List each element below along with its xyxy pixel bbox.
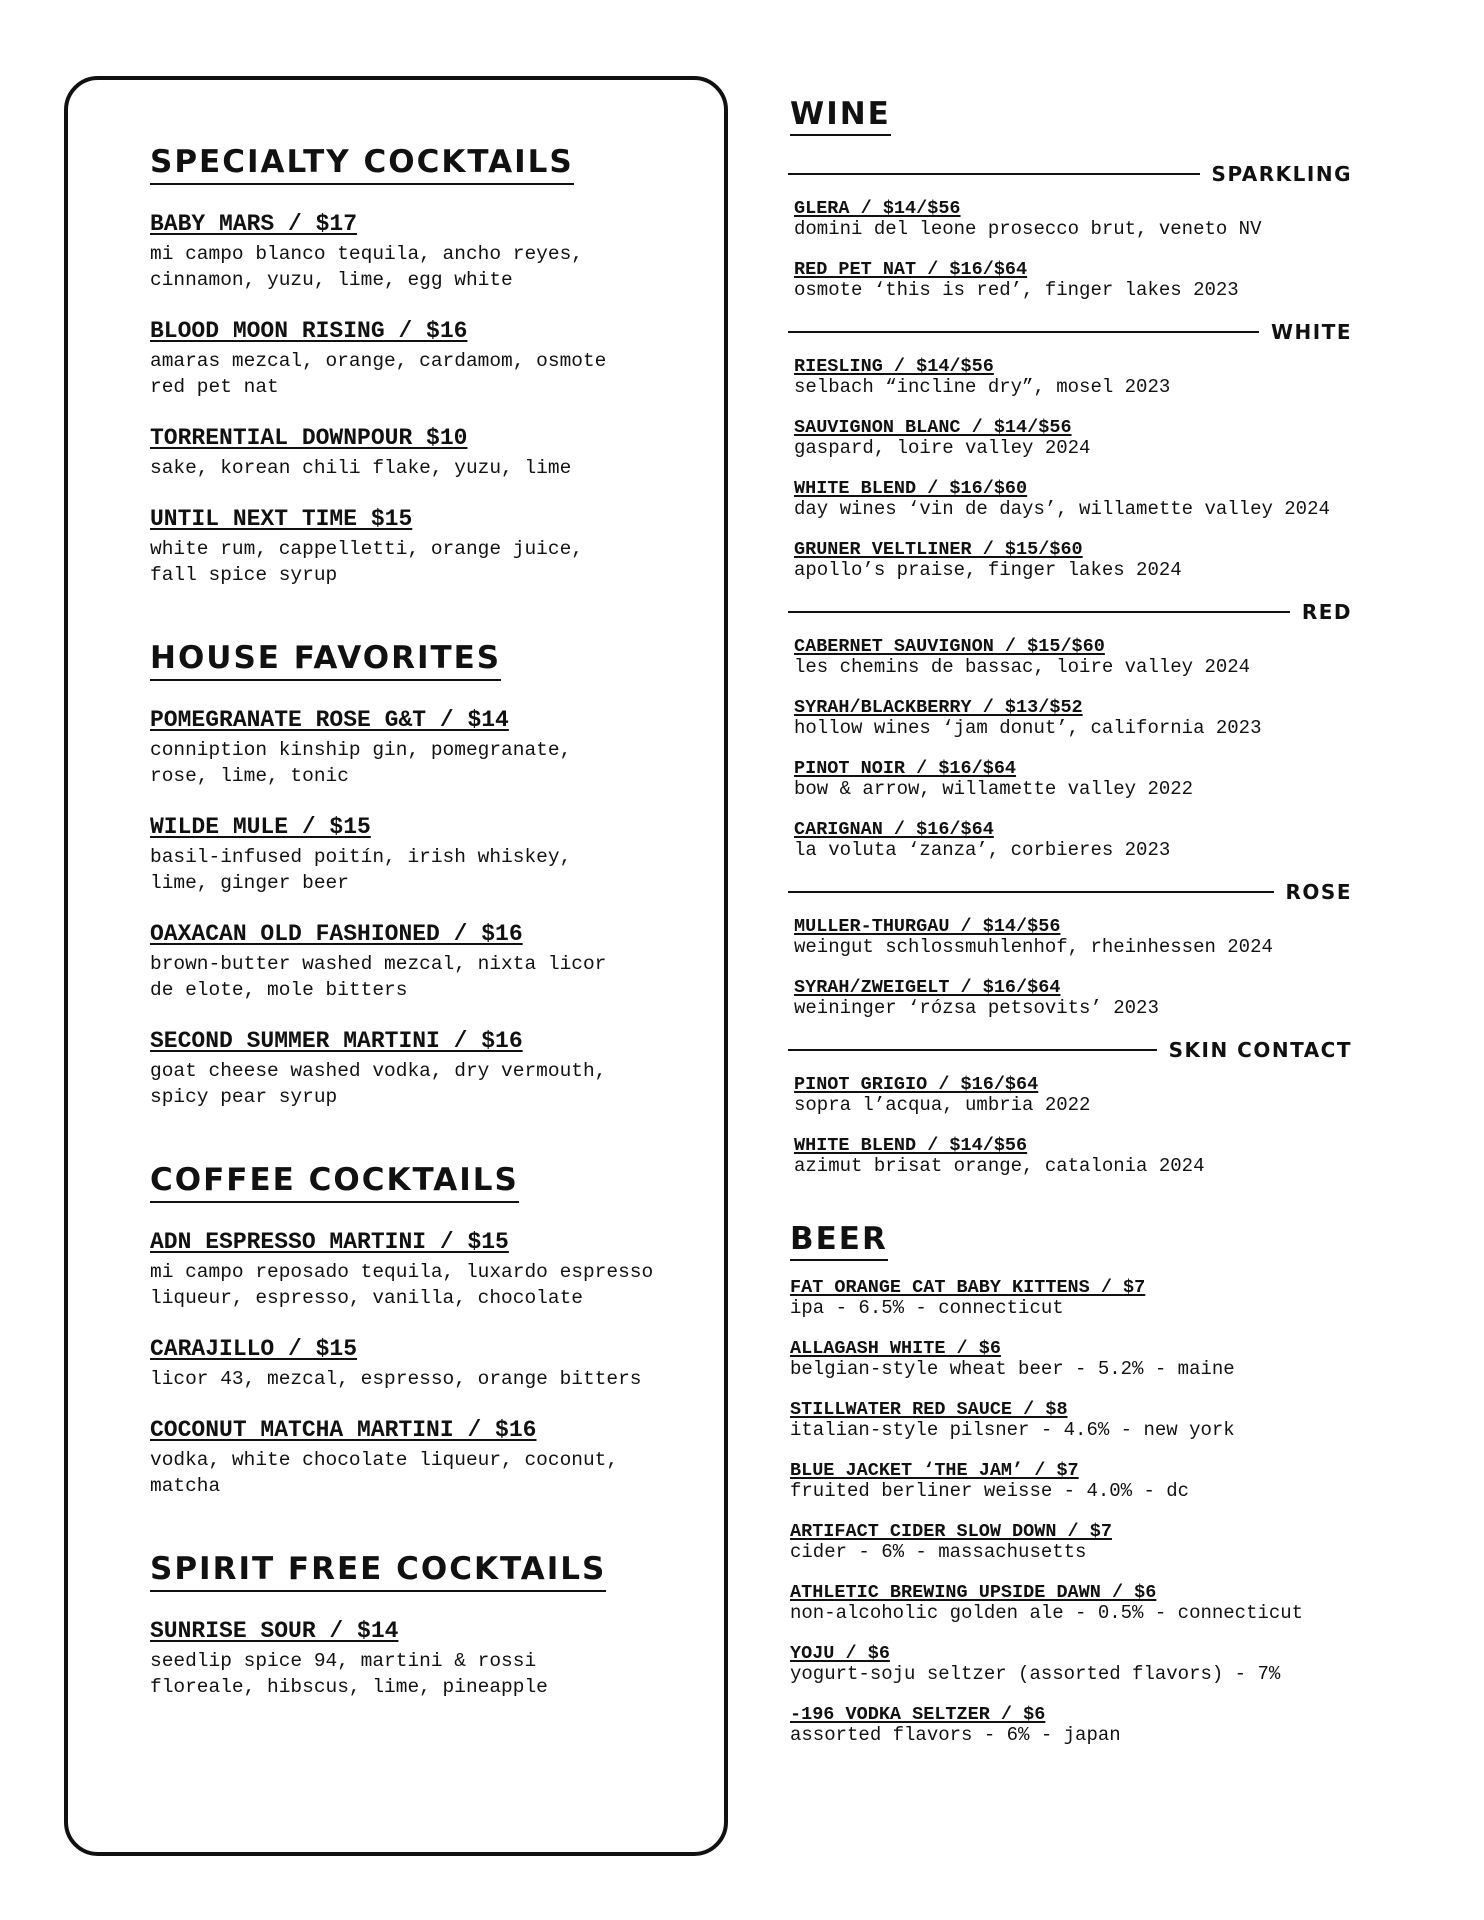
wine-item xyxy=(790,417,1352,459)
wine-description: apollo’s praise, finger lakes 2024 xyxy=(794,559,1182,581)
beer-description: fruited berliner weisse - 4.0% - dc xyxy=(790,1480,1190,1502)
coffee-cocktails-section xyxy=(150,1162,690,1499)
beer-name: ALLAGASH WHITE / $6 xyxy=(790,1338,1001,1359)
menu-item xyxy=(150,814,690,896)
section-title: SPECIALTY COCKTAILS xyxy=(150,144,574,185)
beer-description: ipa - 6.5% - connecticut xyxy=(790,1297,1064,1319)
wine-category-sparkling xyxy=(790,162,1352,301)
beer-item xyxy=(790,1704,1352,1746)
wine-item xyxy=(790,916,1352,958)
category-header xyxy=(788,162,1352,186)
menu-item xyxy=(150,211,690,293)
item-name: SUNRISE SOUR / $14 xyxy=(150,1618,399,1644)
menu-item xyxy=(150,1417,690,1499)
item-name: BABY MARS / $17 xyxy=(150,211,358,237)
beer-name: YOJU / $6 xyxy=(790,1643,890,1664)
wine-name: RED PET NAT / $16/$64 xyxy=(794,259,1028,280)
menu-item xyxy=(150,1336,690,1392)
wine-and-beer-column xyxy=(790,96,1352,1765)
category-label: SKIN CONTACT xyxy=(1168,1038,1352,1062)
item-name: UNTIL NEXT TIME $15 xyxy=(150,506,413,532)
wine-description: les chemins de bassac, loire valley 2024 xyxy=(794,656,1251,678)
category-header xyxy=(788,880,1352,904)
wine-item xyxy=(790,478,1352,520)
menu-item xyxy=(150,318,690,400)
item-description: basil-infused poitín, irish whiskey, lime, ginger beer xyxy=(150,846,572,894)
wine-description: weingut schlossmuhlenhof, rheinhessen 2024 xyxy=(794,936,1273,958)
wine-item xyxy=(790,356,1352,398)
menu-item xyxy=(150,707,690,789)
item-description: licor 43, mezcal, espresso, orange bitters xyxy=(150,1368,642,1390)
category-divider xyxy=(788,611,1290,613)
item-name: ADN ESPRESSO MARTINI / $15 xyxy=(150,1229,509,1255)
item-name: COCONUT MATCHA MARTINI / $16 xyxy=(150,1417,537,1443)
wine-name: CABERNET SAUVIGNON / $15/$60 xyxy=(794,636,1105,657)
wine-name: GRUNER VELTLINER / $15/$60 xyxy=(794,539,1083,560)
wine-item xyxy=(790,539,1352,581)
wine-description: domini del leone prosecco brut, veneto NV xyxy=(794,218,1262,240)
item-name: OAXACAN OLD FASHIONED / $16 xyxy=(150,921,523,947)
beer-name: STILLWATER RED SAUCE / $8 xyxy=(790,1399,1068,1420)
wine-name: PINOT GRIGIO / $16/$64 xyxy=(794,1074,1039,1095)
wine-name: SYRAH/BLACKBERRY / $13/$52 xyxy=(794,697,1083,718)
item-description: conniption kinship gin, pomegranate, rose, lime, tonic xyxy=(150,739,572,787)
wine-description: sopra l’acqua, umbria 2022 xyxy=(794,1094,1091,1116)
category-header xyxy=(788,320,1352,344)
wine-category-red xyxy=(790,600,1352,861)
wine-description: selbach “incline dry”, mosel 2023 xyxy=(794,376,1171,398)
spirit-free-cocktails-section xyxy=(150,1551,690,1700)
beer-name: BLUE JACKET ‘THE JAM’ / $7 xyxy=(790,1460,1079,1481)
wine-item xyxy=(790,636,1352,678)
wine-name: WHITE BLEND / $16/$60 xyxy=(794,478,1028,499)
beer-item xyxy=(790,1399,1352,1441)
wine-item xyxy=(790,198,1352,240)
cocktails-panel xyxy=(64,76,728,1856)
category-header xyxy=(788,600,1352,624)
beer-item xyxy=(790,1582,1352,1624)
category-divider xyxy=(788,331,1259,333)
wine-category-rose xyxy=(790,880,1352,1019)
wine-description: osmote ‘this is red’, finger lakes 2023 xyxy=(794,279,1239,301)
beer-name: ATHLETIC BREWING UPSIDE DAWN / $6 xyxy=(790,1582,1157,1603)
wine-item xyxy=(790,819,1352,861)
wine-item xyxy=(790,1074,1352,1116)
specialty-cocktails-section xyxy=(150,144,690,588)
wine-name: CARIGNAN / $16/$64 xyxy=(794,819,994,840)
item-description: amaras mezcal, orange, cardamom, osmote red pet nat xyxy=(150,350,607,398)
item-name: SECOND SUMMER MARTINI / $16 xyxy=(150,1028,523,1054)
wine-description: bow & arrow, willamette valley 2022 xyxy=(794,778,1194,800)
category-divider xyxy=(788,1049,1157,1051)
category-divider xyxy=(788,173,1200,175)
wine-title: WINE xyxy=(790,96,891,136)
wine-name: GLERA / $14/$56 xyxy=(794,198,961,219)
wine-description: day wines ‘vin de days’, willamette valley 2024 xyxy=(794,498,1330,520)
menu-item xyxy=(150,1618,690,1700)
wine-item xyxy=(790,697,1352,739)
item-name: CARAJILLO / $15 xyxy=(150,1336,358,1362)
category-label: ROSE xyxy=(1285,880,1352,904)
menu-item xyxy=(150,1229,690,1311)
item-description: brown-butter washed mezcal, nixta licor de elote, mole bitters xyxy=(150,953,607,1001)
wine-description: weininger ‘rózsa petsovits’ 2023 xyxy=(794,997,1159,1019)
wine-category-white xyxy=(790,320,1352,581)
category-header xyxy=(788,1038,1352,1062)
beer-name: -196 VODKA SELTZER / $6 xyxy=(790,1704,1046,1725)
wine-item xyxy=(790,977,1352,1019)
beer-name: ARTIFACT CIDER SLOW DOWN / $7 xyxy=(790,1521,1112,1542)
beer-description: assorted flavors - 6% - japan xyxy=(790,1724,1121,1746)
wine-category-skin-contact xyxy=(790,1038,1352,1177)
beer-description: cider - 6% - massachusetts xyxy=(790,1541,1087,1563)
category-label: SPARKLING xyxy=(1211,162,1352,186)
beer-title: BEER xyxy=(790,1221,888,1261)
beer-description: italian-style pilsner - 4.6% - new york xyxy=(790,1419,1235,1441)
wine-name: PINOT NOIR / $16/$64 xyxy=(794,758,1017,779)
wine-item xyxy=(790,1135,1352,1177)
wine-item xyxy=(790,758,1352,800)
item-name: POMEGRANATE ROSE G&T / $14 xyxy=(150,707,509,733)
beer-item xyxy=(790,1460,1352,1502)
menu-item xyxy=(150,506,690,588)
menu-item xyxy=(150,921,690,1003)
beer-name: FAT ORANGE CAT BABY KITTENS / $7 xyxy=(790,1277,1146,1298)
item-name: WILDE MULE / $15 xyxy=(150,814,371,840)
item-description: mi campo blanco tequila, ancho reyes, cinnamon, yuzu, lime, egg white xyxy=(150,243,583,291)
category-divider xyxy=(788,891,1274,893)
wine-name: MULLER-THURGAU / $14/$56 xyxy=(794,916,1061,937)
item-name: BLOOD MOON RISING / $16 xyxy=(150,318,468,344)
menu-item xyxy=(150,425,690,481)
beer-section xyxy=(790,1221,1352,1746)
category-label: RED xyxy=(1301,600,1352,624)
beer-item xyxy=(790,1277,1352,1319)
wine-name: SYRAH/ZWEIGELT / $16/$64 xyxy=(794,977,1061,998)
wine-description: hollow wines ‘jam donut’, california 2023 xyxy=(794,717,1262,739)
wine-name: RIESLING / $14/$56 xyxy=(794,356,994,377)
item-description: mi campo reposado tequila, luxardo espresso liqueur, espresso, vanilla, chocolate xyxy=(150,1261,654,1309)
beer-description: yogurt-soju seltzer (assorted flavors) - 7% xyxy=(790,1663,1281,1685)
wine-description: azimut brisat orange, catalonia 2024 xyxy=(794,1155,1205,1177)
wine-description: la voluta ‘zanza’, corbieres 2023 xyxy=(794,839,1171,861)
section-title: HOUSE FAVORITES xyxy=(150,640,501,681)
wine-name: WHITE BLEND / $14/$56 xyxy=(794,1135,1028,1156)
category-label: WHITE xyxy=(1270,320,1352,344)
item-description: goat cheese washed vodka, dry vermouth, spicy pear syrup xyxy=(150,1060,607,1108)
wine-name: SAUVIGNON BLANC / $14/$56 xyxy=(794,417,1072,438)
cocktails-panel-content xyxy=(150,144,690,1752)
wine-item xyxy=(790,259,1352,301)
beer-description: non-alcoholic golden ale - 0.5% - connecticut xyxy=(790,1602,1304,1624)
item-description: vodka, white chocolate liqueur, coconut, matcha xyxy=(150,1449,619,1497)
item-description: sake, korean chili flake, yuzu, lime xyxy=(150,457,572,479)
beer-description: belgian-style wheat beer - 5.2% - maine xyxy=(790,1358,1235,1380)
section-title: COFFEE COCKTAILS xyxy=(150,1162,519,1203)
beer-item xyxy=(790,1338,1352,1380)
beer-item xyxy=(790,1521,1352,1563)
item-description: seedlip spice 94, martini & rossi floreale, hibscus, lime, pineapple xyxy=(150,1650,548,1698)
item-name: TORRENTIAL DOWNPOUR $10 xyxy=(150,425,468,451)
menu-item xyxy=(150,1028,690,1110)
item-description: white rum, cappelletti, orange juice, fall spice syrup xyxy=(150,538,583,586)
wine-description: gaspard, loire valley 2024 xyxy=(794,437,1091,459)
house-favorites-section xyxy=(150,640,690,1110)
beer-item xyxy=(790,1643,1352,1685)
section-title: SPIRIT FREE COCKTAILS xyxy=(150,1551,606,1592)
